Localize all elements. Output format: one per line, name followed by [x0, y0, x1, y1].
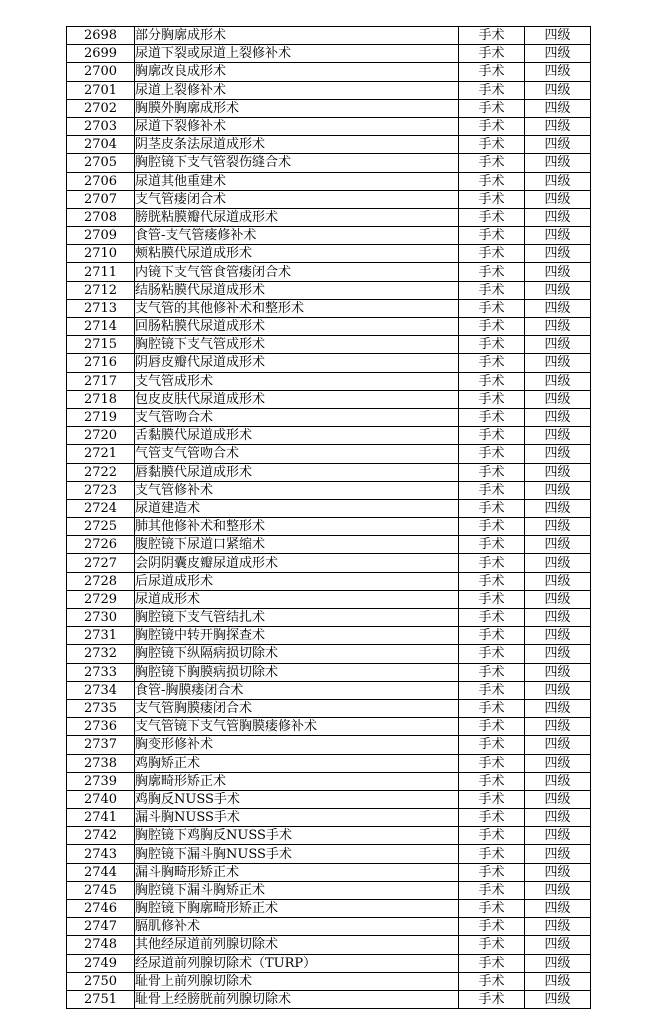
- table-row: [67, 863, 591, 881]
- procedure-type-cell: 手术: [459, 299, 525, 317]
- row-number-cell: 2713: [67, 299, 135, 317]
- row-number-cell: 2712: [67, 281, 135, 299]
- procedure-name-cell: 食管-支气管瘘修补术: [135, 227, 459, 245]
- table-row: [67, 645, 591, 663]
- procedure-name-cell: 胸膜外胸廓成形术: [135, 99, 459, 117]
- procedure-type-cell: 手术: [459, 99, 525, 117]
- procedure-name-cell: 耻骨上前列腺切除术: [135, 972, 459, 990]
- table-row: [67, 281, 591, 299]
- table-row: [67, 936, 591, 954]
- row-number-cell: 2698: [67, 27, 135, 45]
- table-row: [67, 736, 591, 754]
- procedure-name-cell: 尿道下裂或尿道上裂修补术: [135, 45, 459, 63]
- row-number-cell: 2741: [67, 809, 135, 827]
- procedure-level-cell: 四级: [525, 863, 591, 881]
- row-number-cell: 2744: [67, 863, 135, 881]
- row-number-cell: 2718: [67, 390, 135, 408]
- procedure-level-cell: 四级: [525, 318, 591, 336]
- row-number-cell: 2719: [67, 408, 135, 426]
- procedure-name-cell: 尿道其他重建术: [135, 172, 459, 190]
- row-number-cell: 2746: [67, 900, 135, 918]
- row-number-cell: 2748: [67, 936, 135, 954]
- row-number-cell: 2729: [67, 590, 135, 608]
- table-row: [67, 754, 591, 772]
- procedure-type-cell: 手术: [459, 154, 525, 172]
- table-row: [67, 590, 591, 608]
- procedure-name-cell: 尿道成形术: [135, 590, 459, 608]
- table-row: [67, 463, 591, 481]
- procedure-level-cell: 四级: [525, 27, 591, 45]
- procedure-type-cell: 手术: [459, 463, 525, 481]
- procedure-name-cell: 胸腔镜下支气管结扎术: [135, 609, 459, 627]
- table-row: [67, 627, 591, 645]
- procedure-name-cell: 支气管成形术: [135, 372, 459, 390]
- table-row: [67, 699, 591, 717]
- procedure-type-cell: 手术: [459, 208, 525, 226]
- procedure-level-cell: 四级: [525, 645, 591, 663]
- procedure-name-cell: 胸腔镜下漏斗胸NUSS手术: [135, 845, 459, 863]
- procedure-name-cell: 漏斗胸畸形矫正术: [135, 863, 459, 881]
- procedure-name-cell: 胸廓畸形矫正术: [135, 772, 459, 790]
- procedure-level-cell: 四级: [525, 354, 591, 372]
- procedure-type-cell: 手术: [459, 827, 525, 845]
- procedure-type-cell: 手术: [459, 499, 525, 517]
- table-row: [67, 609, 591, 627]
- procedure-type-cell: 手术: [459, 427, 525, 445]
- procedure-level-cell: 四级: [525, 990, 591, 1008]
- procedure-name-cell: 漏斗胸NUSS手术: [135, 809, 459, 827]
- row-number-cell: 2740: [67, 790, 135, 808]
- procedure-level-cell: 四级: [525, 227, 591, 245]
- row-number-cell: 2725: [67, 518, 135, 536]
- row-number-cell: 2705: [67, 154, 135, 172]
- procedure-level-cell: 四级: [525, 554, 591, 572]
- table-row: [67, 972, 591, 990]
- table-row: [67, 299, 591, 317]
- procedure-level-cell: 四级: [525, 81, 591, 99]
- procedure-name-cell: 部分胸廓成形术: [135, 27, 459, 45]
- table-row: [67, 136, 591, 154]
- procedure-level-cell: 四级: [525, 954, 591, 972]
- procedure-name-cell: 鸡胸矫正术: [135, 754, 459, 772]
- procedure-level-cell: 四级: [525, 699, 591, 717]
- row-number-cell: 2703: [67, 117, 135, 135]
- procedure-type-cell: 手术: [459, 27, 525, 45]
- table-row: [67, 336, 591, 354]
- procedure-type-cell: 手术: [459, 609, 525, 627]
- procedure-name-cell: 支气管瘘闭合术: [135, 190, 459, 208]
- table-row: [67, 954, 591, 972]
- row-number-cell: 2732: [67, 645, 135, 663]
- row-number-cell: 2735: [67, 699, 135, 717]
- procedure-name-cell: 胸腔镜中转开胸探查术: [135, 627, 459, 645]
- table-row: [67, 554, 591, 572]
- procedure-level-cell: 四级: [525, 336, 591, 354]
- procedure-name-cell: 阴唇皮瓣代尿道成形术: [135, 354, 459, 372]
- row-number-cell: 2736: [67, 718, 135, 736]
- procedure-type-cell: 手术: [459, 554, 525, 572]
- procedure-name-cell: 回肠粘膜代尿道成形术: [135, 318, 459, 336]
- row-number-cell: 2708: [67, 208, 135, 226]
- procedure-name-cell: 颊粘膜代尿道成形术: [135, 245, 459, 263]
- procedure-name-cell: 经尿道前列腺切除术（TURP）: [135, 954, 459, 972]
- procedure-name-cell: 胸腔镜下支气管裂伤缝合术: [135, 154, 459, 172]
- procedure-level-cell: 四级: [525, 136, 591, 154]
- table-row: [67, 45, 591, 63]
- row-number-cell: 2715: [67, 336, 135, 354]
- procedure-type-cell: 手术: [459, 190, 525, 208]
- procedure-level-cell: 四级: [525, 663, 591, 681]
- procedure-type-cell: 手术: [459, 227, 525, 245]
- table-row: [67, 518, 591, 536]
- procedure-level-cell: 四级: [525, 499, 591, 517]
- procedure-level-cell: 四级: [525, 809, 591, 827]
- row-number-cell: 2723: [67, 481, 135, 499]
- procedure-level-cell: 四级: [525, 845, 591, 863]
- table-row: [67, 845, 591, 863]
- table-row: [67, 445, 591, 463]
- row-number-cell: 2721: [67, 445, 135, 463]
- procedure-type-cell: 手术: [459, 572, 525, 590]
- procedure-type-cell: 手术: [459, 445, 525, 463]
- procedure-name-cell: 结肠粘膜代尿道成形术: [135, 281, 459, 299]
- procedure-level-cell: 四级: [525, 972, 591, 990]
- table-row: [67, 154, 591, 172]
- procedure-type-cell: 手术: [459, 481, 525, 499]
- procedure-level-cell: 四级: [525, 427, 591, 445]
- procedure-level-cell: 四级: [525, 154, 591, 172]
- table-row: [67, 827, 591, 845]
- procedure-type-cell: 手术: [459, 681, 525, 699]
- table-row: [67, 427, 591, 445]
- procedure-name-cell: 膀胱粘膜瓣代尿道成形术: [135, 208, 459, 226]
- procedure-type-cell: 手术: [459, 172, 525, 190]
- row-number-cell: 2704: [67, 136, 135, 154]
- row-number-cell: 2751: [67, 990, 135, 1008]
- procedure-type-cell: 手术: [459, 809, 525, 827]
- procedure-type-cell: 手术: [459, 790, 525, 808]
- procedure-type-cell: 手术: [459, 281, 525, 299]
- table-row: [67, 372, 591, 390]
- procedure-type-cell: 手术: [459, 772, 525, 790]
- procedure-level-cell: 四级: [525, 900, 591, 918]
- table-row: [67, 263, 591, 281]
- table-row: [67, 318, 591, 336]
- row-number-cell: 2714: [67, 318, 135, 336]
- procedure-level-cell: 四级: [525, 390, 591, 408]
- procedure-name-cell: 胸腔镜下胸膜病损切除术: [135, 663, 459, 681]
- procedure-level-cell: 四级: [525, 281, 591, 299]
- procedure-type-cell: 手术: [459, 390, 525, 408]
- table-row: [67, 227, 591, 245]
- table-row: [67, 663, 591, 681]
- procedure-type-cell: 手术: [459, 263, 525, 281]
- procedure-name-cell: 唇黏膜代尿道成形术: [135, 463, 459, 481]
- row-number-cell: 2717: [67, 372, 135, 390]
- row-number-cell: 2724: [67, 499, 135, 517]
- procedure-name-cell: 支气管吻合术: [135, 408, 459, 426]
- table-row: [67, 881, 591, 899]
- table-row: [67, 772, 591, 790]
- table-row: [67, 390, 591, 408]
- row-number-cell: 2711: [67, 263, 135, 281]
- procedure-type-cell: 手术: [459, 63, 525, 81]
- procedure-level-cell: 四级: [525, 627, 591, 645]
- procedure-level-cell: 四级: [525, 45, 591, 63]
- procedure-type-cell: 手术: [459, 754, 525, 772]
- procedure-type-cell: 手术: [459, 354, 525, 372]
- procedure-level-cell: 四级: [525, 881, 591, 899]
- row-number-cell: 2727: [67, 554, 135, 572]
- procedure-name-cell: 会阴阴囊皮瓣尿道成形术: [135, 554, 459, 572]
- procedure-level-cell: 四级: [525, 299, 591, 317]
- row-number-cell: 2749: [67, 954, 135, 972]
- row-number-cell: 2734: [67, 681, 135, 699]
- procedure-type-cell: 手术: [459, 863, 525, 881]
- row-number-cell: 2699: [67, 45, 135, 63]
- procedure-type-cell: 手术: [459, 918, 525, 936]
- procedure-level-cell: 四级: [525, 208, 591, 226]
- procedure-name-cell: 支气管胸膜瘘闭合术: [135, 699, 459, 717]
- procedure-name-cell: 腹腔镜下尿道口紧缩术: [135, 536, 459, 554]
- procedure-type-cell: 手术: [459, 663, 525, 681]
- procedure-level-cell: 四级: [525, 918, 591, 936]
- row-number-cell: 2737: [67, 736, 135, 754]
- procedure-level-cell: 四级: [525, 718, 591, 736]
- procedure-name-cell: 胸腔镜下漏斗胸矫正术: [135, 881, 459, 899]
- row-number-cell: 2743: [67, 845, 135, 863]
- procedure-level-cell: 四级: [525, 590, 591, 608]
- table-row: [67, 208, 591, 226]
- table-row: [67, 117, 591, 135]
- row-number-cell: 2710: [67, 245, 135, 263]
- procedure-level-cell: 四级: [525, 790, 591, 808]
- procedure-level-cell: 四级: [525, 245, 591, 263]
- row-number-cell: 2728: [67, 572, 135, 590]
- table-row: [67, 990, 591, 1008]
- procedure-level-cell: 四级: [525, 572, 591, 590]
- table-row: [67, 99, 591, 117]
- table-row: [67, 190, 591, 208]
- procedure-name-cell: 内镜下支气管食管瘘闭合术: [135, 263, 459, 281]
- table-row: [67, 536, 591, 554]
- procedure-name-cell: 气管支气管吻合术: [135, 445, 459, 463]
- procedure-type-cell: 手术: [459, 627, 525, 645]
- row-number-cell: 2722: [67, 463, 135, 481]
- table-row: [67, 63, 591, 81]
- table-row: [67, 499, 591, 517]
- table-row: [67, 354, 591, 372]
- procedure-type-cell: 手术: [459, 718, 525, 736]
- procedure-level-cell: 四级: [525, 63, 591, 81]
- procedure-type-cell: 手术: [459, 590, 525, 608]
- row-number-cell: 2745: [67, 881, 135, 899]
- procedure-level-cell: 四级: [525, 481, 591, 499]
- row-number-cell: 2716: [67, 354, 135, 372]
- table-row: [67, 481, 591, 499]
- procedure-type-cell: 手术: [459, 336, 525, 354]
- procedure-name-cell: 鸡胸反NUSS手术: [135, 790, 459, 808]
- row-number-cell: 2709: [67, 227, 135, 245]
- procedure-name-cell: 胸腔镜下鸡胸反NUSS手术: [135, 827, 459, 845]
- table-row: [67, 27, 591, 45]
- procedure-level-cell: 四级: [525, 827, 591, 845]
- table-row: [67, 172, 591, 190]
- procedure-level-cell: 四级: [525, 681, 591, 699]
- row-number-cell: 2701: [67, 81, 135, 99]
- procedure-level-cell: 四级: [525, 463, 591, 481]
- row-number-cell: 2739: [67, 772, 135, 790]
- row-number-cell: 2726: [67, 536, 135, 554]
- procedure-name-cell: 支气管修补术: [135, 481, 459, 499]
- row-number-cell: 2707: [67, 190, 135, 208]
- procedure-level-cell: 四级: [525, 445, 591, 463]
- procedure-name-cell: 膈肌修补术: [135, 918, 459, 936]
- table-row: [67, 81, 591, 99]
- table-row: [67, 809, 591, 827]
- row-number-cell: 2733: [67, 663, 135, 681]
- procedure-name-cell: 阴茎皮条法尿道成形术: [135, 136, 459, 154]
- procedure-level-cell: 四级: [525, 190, 591, 208]
- table-row: [67, 572, 591, 590]
- procedure-type-cell: 手术: [459, 245, 525, 263]
- procedure-level-cell: 四级: [525, 736, 591, 754]
- procedure-type-cell: 手术: [459, 954, 525, 972]
- procedure-name-cell: 包皮皮肤代尿道成形术: [135, 390, 459, 408]
- procedure-type-cell: 手术: [459, 408, 525, 426]
- procedure-name-cell: 其他经尿道前列腺切除术: [135, 936, 459, 954]
- procedure-table: [66, 26, 591, 1009]
- procedure-name-cell: 尿道上裂修补术: [135, 81, 459, 99]
- procedure-level-cell: 四级: [525, 609, 591, 627]
- procedure-type-cell: 手术: [459, 372, 525, 390]
- row-number-cell: 2730: [67, 609, 135, 627]
- procedure-type-cell: 手术: [459, 736, 525, 754]
- procedure-type-cell: 手术: [459, 117, 525, 135]
- procedure-type-cell: 手术: [459, 536, 525, 554]
- row-number-cell: 2720: [67, 427, 135, 445]
- procedure-level-cell: 四级: [525, 518, 591, 536]
- procedure-name-cell: 后尿道成形术: [135, 572, 459, 590]
- procedure-name-cell: 胸腔镜下胸廓畸形矫正术: [135, 900, 459, 918]
- procedure-name-cell: 胸廓改良成形术: [135, 63, 459, 81]
- row-number-cell: 2731: [67, 627, 135, 645]
- procedure-name-cell: 支气管的其他修补术和整形术: [135, 299, 459, 317]
- procedure-type-cell: 手术: [459, 845, 525, 863]
- procedure-table-body: [67, 27, 591, 1009]
- procedure-name-cell: 耻骨上经膀胱前列腺切除术: [135, 990, 459, 1008]
- table-row: [67, 408, 591, 426]
- procedure-level-cell: 四级: [525, 536, 591, 554]
- row-number-cell: 2747: [67, 918, 135, 936]
- procedure-level-cell: 四级: [525, 172, 591, 190]
- procedure-type-cell: 手术: [459, 318, 525, 336]
- procedure-name-cell: 食管-胸膜瘘闭合术: [135, 681, 459, 699]
- procedure-type-cell: 手术: [459, 81, 525, 99]
- procedure-type-cell: 手术: [459, 699, 525, 717]
- procedure-type-cell: 手术: [459, 881, 525, 899]
- table-row: [67, 918, 591, 936]
- table-row: [67, 245, 591, 263]
- table-row: [67, 790, 591, 808]
- procedure-level-cell: 四级: [525, 117, 591, 135]
- row-number-cell: 2750: [67, 972, 135, 990]
- procedure-type-cell: 手术: [459, 45, 525, 63]
- procedure-type-cell: 手术: [459, 136, 525, 154]
- procedure-name-cell: 肺其他修补术和整形术: [135, 518, 459, 536]
- procedure-type-cell: 手术: [459, 990, 525, 1008]
- procedure-name-cell: 胸腔镜下纵隔病损切除术: [135, 645, 459, 663]
- procedure-name-cell: 胸腔镜下支气管成形术: [135, 336, 459, 354]
- procedure-type-cell: 手术: [459, 645, 525, 663]
- procedure-level-cell: 四级: [525, 936, 591, 954]
- procedure-name-cell: 尿道下裂修补术: [135, 117, 459, 135]
- procedure-level-cell: 四级: [525, 754, 591, 772]
- row-number-cell: 2700: [67, 63, 135, 81]
- procedure-type-cell: 手术: [459, 518, 525, 536]
- row-number-cell: 2738: [67, 754, 135, 772]
- procedure-level-cell: 四级: [525, 772, 591, 790]
- procedure-name-cell: 尿道建造术: [135, 499, 459, 517]
- row-number-cell: 2702: [67, 99, 135, 117]
- procedure-name-cell: 支气管镜下支气管胸膜瘘修补术: [135, 718, 459, 736]
- procedure-type-cell: 手术: [459, 900, 525, 918]
- table-row: [67, 718, 591, 736]
- procedure-level-cell: 四级: [525, 263, 591, 281]
- table-row: [67, 681, 591, 699]
- procedure-name-cell: 舌黏膜代尿道成形术: [135, 427, 459, 445]
- table-row: [67, 900, 591, 918]
- procedure-type-cell: 手术: [459, 936, 525, 954]
- procedure-name-cell: 胸变形修补术: [135, 736, 459, 754]
- row-number-cell: 2742: [67, 827, 135, 845]
- procedure-type-cell: 手术: [459, 972, 525, 990]
- procedure-level-cell: 四级: [525, 99, 591, 117]
- procedure-level-cell: 四级: [525, 372, 591, 390]
- procedure-level-cell: 四级: [525, 408, 591, 426]
- row-number-cell: 2706: [67, 172, 135, 190]
